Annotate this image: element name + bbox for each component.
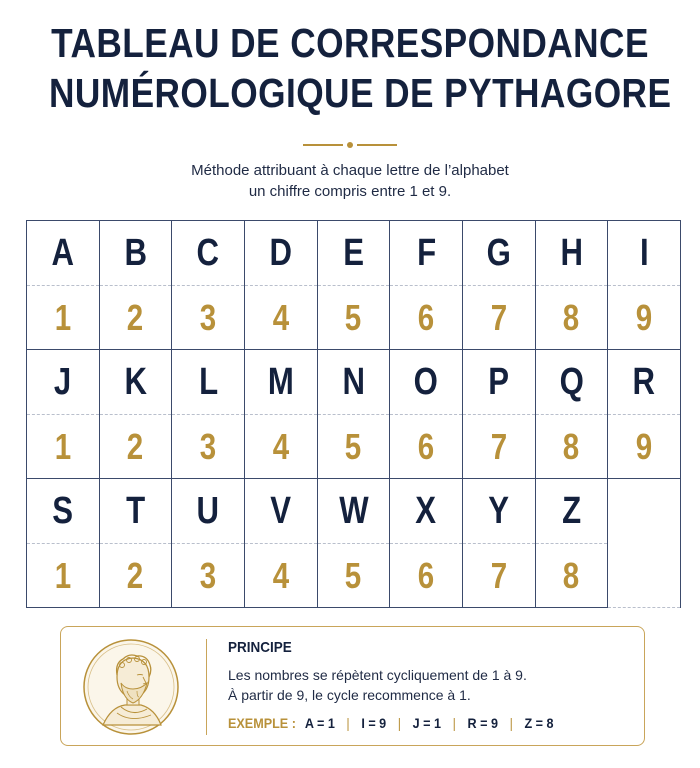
- number-value: 6: [417, 554, 435, 596]
- letter-value: N: [342, 360, 365, 403]
- letter-value: L: [198, 360, 218, 403]
- title-line-2: NUMÉROLOGIQUE DE PYTHAGORE: [49, 70, 672, 116]
- subtitle-line-1: Méthode attribuant à chaque lettre de l’alphabet: [191, 162, 509, 179]
- number-cell: [244, 415, 317, 479]
- example-label: EXEMPLE :: [228, 715, 296, 731]
- number-cell: [390, 415, 463, 479]
- letter-value: E: [343, 231, 364, 274]
- number-cell: [535, 415, 608, 479]
- example-separator: |: [397, 715, 402, 731]
- number-value: 3: [199, 296, 217, 338]
- letter-cell: [244, 479, 317, 544]
- letter-value: T: [125, 489, 146, 532]
- pythagoras-portrait-icon: [81, 637, 181, 737]
- example-row: [228, 715, 554, 731]
- example-item: Z = 8: [524, 715, 554, 731]
- letter-value: G: [486, 231, 511, 274]
- number-cell: [99, 415, 172, 479]
- number-value: 1: [54, 554, 72, 596]
- letter-value: D: [269, 231, 293, 274]
- letter-cell: [535, 479, 608, 544]
- number-cell: [172, 544, 245, 608]
- title-divider: [0, 142, 700, 148]
- letter-row: [27, 479, 681, 544]
- example-separator: |: [509, 715, 513, 731]
- principle-separator: [206, 639, 207, 735]
- letter-cell: [390, 221, 463, 286]
- number-row: [27, 286, 681, 350]
- number-value: 3: [199, 425, 217, 467]
- example-item: A = 1: [304, 715, 335, 731]
- principle-box: [60, 626, 645, 746]
- number-cell: [27, 415, 100, 479]
- letter-cell: [244, 221, 317, 286]
- number-cell: [462, 286, 535, 350]
- letter-cell: [608, 221, 681, 286]
- letter-cell: [317, 350, 390, 415]
- letter-value: I: [639, 231, 649, 274]
- letter-value: J: [54, 360, 72, 403]
- letter-cell: [27, 479, 100, 544]
- letter-value: O: [413, 360, 439, 403]
- number-cell: [390, 286, 463, 350]
- letter-cell: [535, 221, 608, 286]
- number-cell: [172, 415, 245, 479]
- number-cell: [390, 544, 463, 608]
- letter-cell: [608, 350, 681, 415]
- number-cell: [535, 544, 608, 608]
- divider-dot: [347, 142, 353, 148]
- letter-cell: [317, 479, 390, 544]
- letter-cell: [99, 479, 172, 544]
- empty-cell: [608, 479, 681, 608]
- letter-value: U: [196, 489, 220, 532]
- letter-value: X: [415, 489, 437, 532]
- number-value: 4: [272, 296, 290, 338]
- number-cell: [317, 544, 390, 608]
- letter-value: Y: [488, 489, 510, 532]
- letter-cell: [244, 350, 317, 415]
- number-cell: [317, 286, 390, 350]
- subtitle: [0, 160, 700, 202]
- principle-line-2: À partir de 9, le cycle recommence à 1.: [228, 687, 471, 703]
- number-value: 5: [345, 296, 362, 338]
- number-value: 5: [345, 554, 362, 596]
- letter-value: A: [51, 231, 75, 274]
- number-value: 1: [54, 425, 72, 467]
- number-cell: [244, 544, 317, 608]
- number-value: 9: [635, 296, 653, 338]
- number-value: 8: [563, 425, 580, 467]
- number-cell: [99, 544, 172, 608]
- example-separator: |: [346, 715, 350, 731]
- number-value: 3: [199, 554, 217, 596]
- letter-row: [27, 221, 681, 286]
- letter-cell: [172, 350, 245, 415]
- letter-value: H: [560, 231, 583, 274]
- number-cell: [317, 415, 390, 479]
- letter-value: B: [124, 231, 147, 274]
- number-value: 9: [635, 425, 653, 467]
- example-separator: |: [452, 715, 456, 731]
- letter-value: S: [52, 489, 74, 532]
- letter-cell: [99, 350, 172, 415]
- number-value: 6: [417, 296, 435, 338]
- letter-value: P: [488, 360, 510, 403]
- letter-value: C: [196, 231, 220, 274]
- number-value: 7: [490, 296, 507, 338]
- number-cell: [27, 544, 100, 608]
- letter-cell: [390, 350, 463, 415]
- number-value: 5: [345, 425, 362, 467]
- letter-cell: [172, 479, 245, 544]
- example-item: R = 9: [467, 715, 498, 731]
- number-cell: [608, 415, 681, 479]
- letter-cell: [27, 221, 100, 286]
- letter-cell: [172, 221, 245, 286]
- letter-cell: [317, 221, 390, 286]
- example-item: I = 9: [361, 715, 387, 731]
- letter-value: R: [632, 360, 656, 403]
- letter-value: M: [267, 360, 294, 403]
- number-value: 2: [127, 296, 144, 338]
- number-value: 6: [417, 425, 435, 467]
- number-value: 8: [563, 554, 580, 596]
- number-cell: [535, 286, 608, 350]
- title-line-1: TABLEAU DE CORRESPONDANCE: [51, 20, 649, 66]
- principle-line-1: Les nombres se répètent cycliquement de 1 à 9.: [228, 667, 527, 683]
- letter-cell: [535, 350, 608, 415]
- number-cell: [608, 286, 681, 350]
- letter-cell: [99, 221, 172, 286]
- example-item: J = 1: [412, 715, 442, 731]
- subtitle-line-2: un chiffre compris entre 1 et 9.: [248, 183, 452, 200]
- correspondence-table: [26, 220, 681, 608]
- letter-value: W: [338, 489, 369, 532]
- number-row: [27, 415, 681, 479]
- principle-heading: PRINCIPE: [228, 639, 292, 656]
- letter-cell: [462, 350, 535, 415]
- principle-text: [228, 665, 527, 705]
- letter-cell: [462, 221, 535, 286]
- letter-value: K: [124, 360, 147, 403]
- number-cell: [27, 286, 100, 350]
- number-value: 2: [127, 554, 144, 596]
- letter-value: Q: [559, 360, 584, 403]
- number-value: 8: [563, 296, 580, 338]
- number-cell: [244, 286, 317, 350]
- number-value: 4: [272, 554, 290, 596]
- divider-line-left: [303, 144, 343, 146]
- number-cell: [99, 286, 172, 350]
- number-cell: [172, 286, 245, 350]
- letter-cell: [27, 350, 100, 415]
- number-value: 7: [490, 425, 507, 467]
- number-value: 2: [127, 425, 144, 467]
- letter-value: F: [416, 231, 436, 274]
- number-value: 4: [272, 425, 290, 467]
- number-value: 7: [490, 554, 507, 596]
- divider-line-right: [357, 144, 397, 146]
- letter-value: Z: [561, 489, 581, 532]
- page-title: [49, 18, 672, 118]
- number-cell: [462, 544, 535, 608]
- number-cell: [462, 415, 535, 479]
- letter-cell: [462, 479, 535, 544]
- number-value: 1: [54, 296, 72, 338]
- letter-row: [27, 350, 681, 415]
- letter-cell: [390, 479, 463, 544]
- letter-value: V: [270, 489, 292, 532]
- number-row: [27, 544, 681, 608]
